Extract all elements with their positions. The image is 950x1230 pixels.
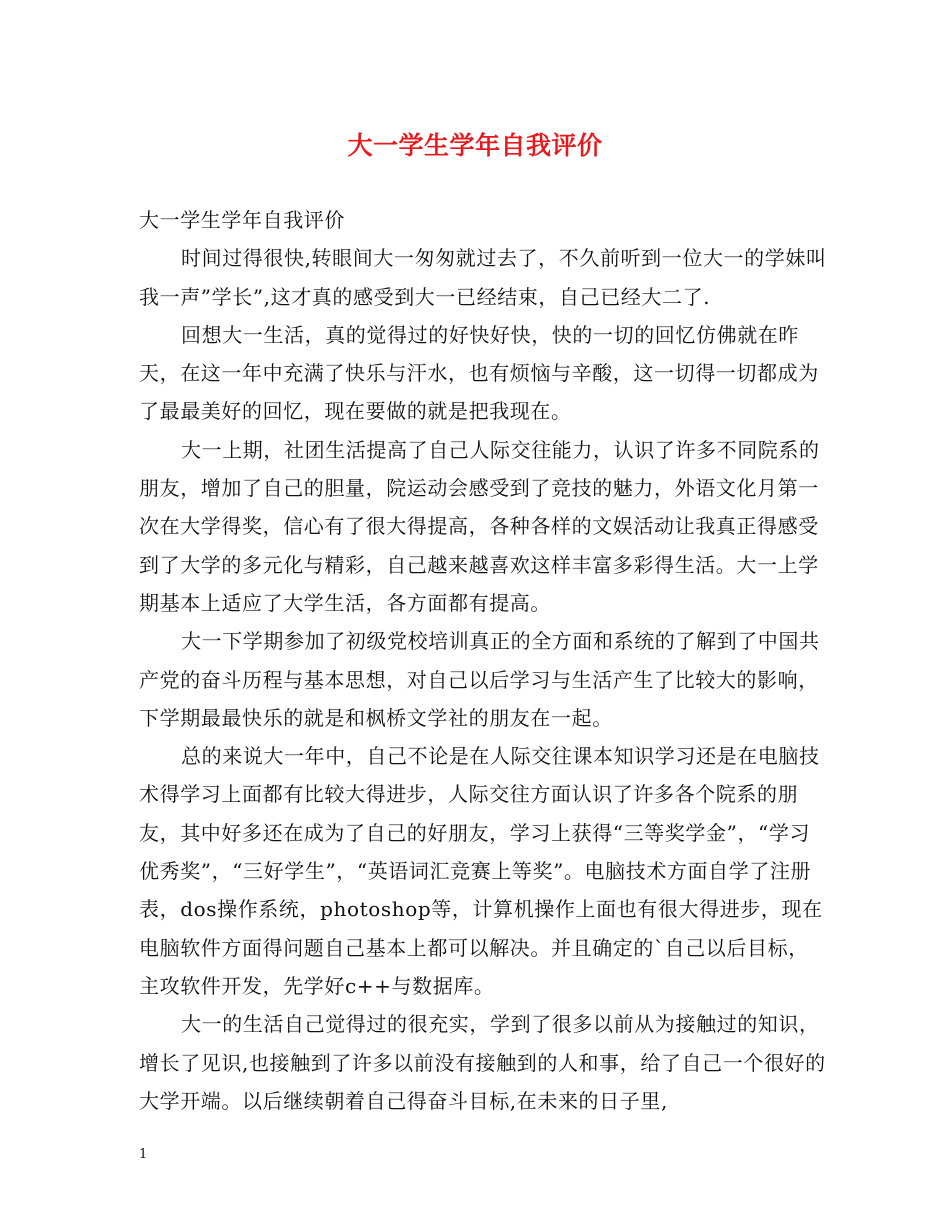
paragraph-5: 总的来说大一年中，自己不论是在人际交往课本知识学习还是在电脑技术得学习上面都有比较大得进步，人际交往方面认识了许多各个院系的朋友，其中好多还在成为了自己的好朋友，学习上获得“三等奖学金”，“学习优秀奖”，“三好学生”，“英语词汇竞赛上等奖”。电脑技术方面自学了注册表，dos操作系统，photoshop等，计算机操作上面也有很大得进步，现在电脑软件方面得问题自己基本上都可以解决。并且确定的`自己以后目标，主攻软件开发，先学好c++与数据库。 — [139, 744, 823, 998]
paragraph-3: 大一上期，社团生活提高了自己人际交往能力，认识了许多不同院系的朋友，增加了自己的胆量，院运动会感受到了竞技的魅力，外语文化月第一次在大学得奖，信心有了很大得提高，各种各样的文娱活动让我真正得感受到了大学的多元化与精彩，自己越来越喜欢这样丰富多彩得生活。大一上学期基本上适应了大学生活，各方面都有提高。 — [139, 437, 820, 615]
page-number: 1 — [139, 1147, 148, 1162]
document-body — [139, 201, 829, 1120]
section-heading: 大一学生学年自我评价 — [139, 208, 345, 232]
paragraph-6: 大一的生活自己觉得过的很充实，学到了很多以前从为接触过的知识，增长了见识,也接触到了许多以前没有接触到的人和事，给了自己一个很好的大学开端。以后继续朝着自己得奋斗目标,在未来的日子里, — [139, 1012, 826, 1113]
paragraph-4: 大一下学期参加了初级党校培训真正的全方面和系统的了解到了中国共产党的奋斗历程与基本思想，对自己以后学习与生活产生了比较大的影响，下学期最最快乐的就是和枫桥文学社的朋友在一起。 — [139, 629, 820, 730]
document-title: 大一学生学年自我评价 — [347, 131, 603, 160]
paragraph-1: 时间过得很快,转眼间大一匆匆就过去了，不久前听到一位大一的学妹叫我一声”学长”,这才真的感受到大一已经结束，自己已经大二了. — [139, 246, 827, 309]
paragraph-2: 回想大一生活，真的觉得过的好快好快，快的一切的回忆仿佛就在昨天，在这一年中充满了快乐与汗水，也有烦恼与辛酸，这一切得一切都成为了最最美好的回忆，现在要做的就是把我现在。 — [139, 322, 819, 424]
